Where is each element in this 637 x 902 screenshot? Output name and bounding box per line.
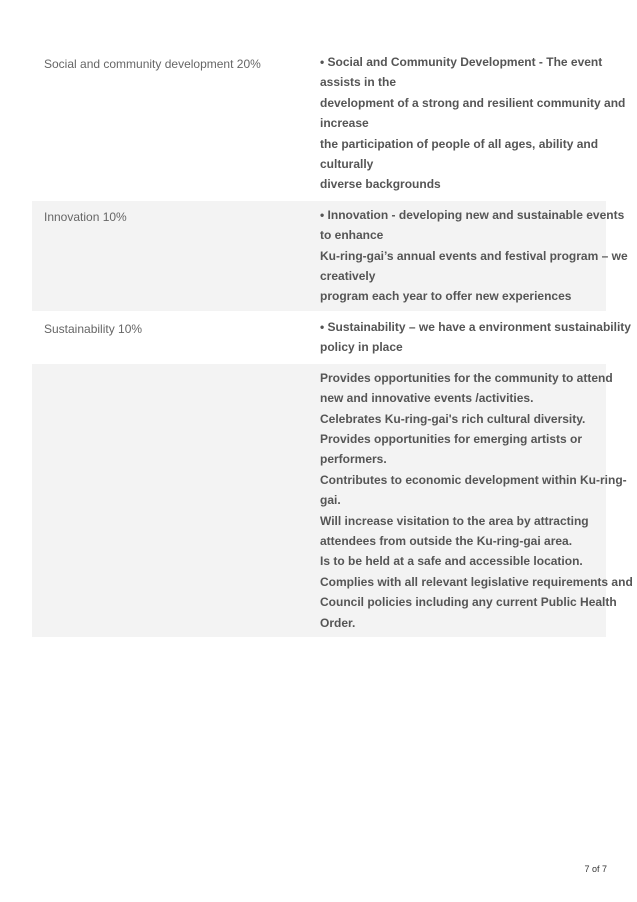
description-line: assists in the: [320, 75, 397, 90]
criterion-description: [308, 364, 633, 637]
description-line: • Social and Community Development - The event: [320, 55, 603, 69]
criterion-description: [308, 313, 631, 362]
description-line: policy in place: [320, 340, 403, 355]
description-line: Celebrates Ku-ring-gai's rich cultural diversity.: [320, 411, 586, 426]
description-line: Order.: [320, 615, 356, 630]
description-line: • Innovation - developing new and sustainable events: [320, 207, 625, 222]
criterion-description: [308, 201, 628, 311]
description-line: attendees from outside the Ku-ring-gai area.: [320, 533, 573, 548]
description-line: development of a strong and resilient community and: [320, 95, 626, 110]
description-line: Provides opportunities for emerging artists or: [320, 431, 583, 446]
criteria-row-social: [32, 48, 626, 199]
description-line: to enhance: [320, 228, 384, 243]
description-line: Provides opportunities for the community to attend: [320, 370, 613, 385]
criterion-label: [32, 364, 308, 637]
description-line: the participation of people of all ages, ability and: [320, 136, 599, 151]
description-line: gai.: [320, 493, 341, 508]
description-line: Ku-ring-gai’s annual events and festival program – we: [320, 248, 628, 263]
description-line: Complies with all relevant legislative requirements and: [320, 574, 633, 589]
criteria-row-sustainability: [32, 311, 631, 362]
description-line: Will increase visitation to the area by attracting: [320, 513, 589, 528]
description-line: performers.: [320, 452, 387, 467]
criteria-table: [32, 48, 633, 637]
criterion-description: [308, 48, 626, 199]
criterion-label: Social and community development 20%: [44, 57, 261, 71]
criteria-row-general: [32, 362, 633, 637]
description-line: culturally: [320, 157, 374, 172]
description-line: program each year to offer new experiences: [320, 289, 572, 304]
page-number: 7 of 7: [584, 864, 607, 874]
description-line: Council policies including any current Public Health: [320, 595, 617, 610]
criteria-row-innovation: [32, 199, 628, 311]
description-line: Is to be held at a safe and accessible location.: [320, 554, 583, 569]
criterion-label: Sustainability 10%: [44, 321, 143, 336]
description-line: creatively: [320, 269, 376, 284]
description-line: Contributes to economic development within Ku-ring-: [320, 472, 627, 487]
description-line: • Sustainability – we have a environment sustainability: [320, 319, 631, 334]
description-line: new and innovative events /activities.: [320, 391, 534, 406]
description-line: increase: [320, 116, 369, 131]
criterion-label: Innovation 10%: [44, 209, 127, 224]
description-line: diverse backgrounds: [320, 177, 441, 192]
